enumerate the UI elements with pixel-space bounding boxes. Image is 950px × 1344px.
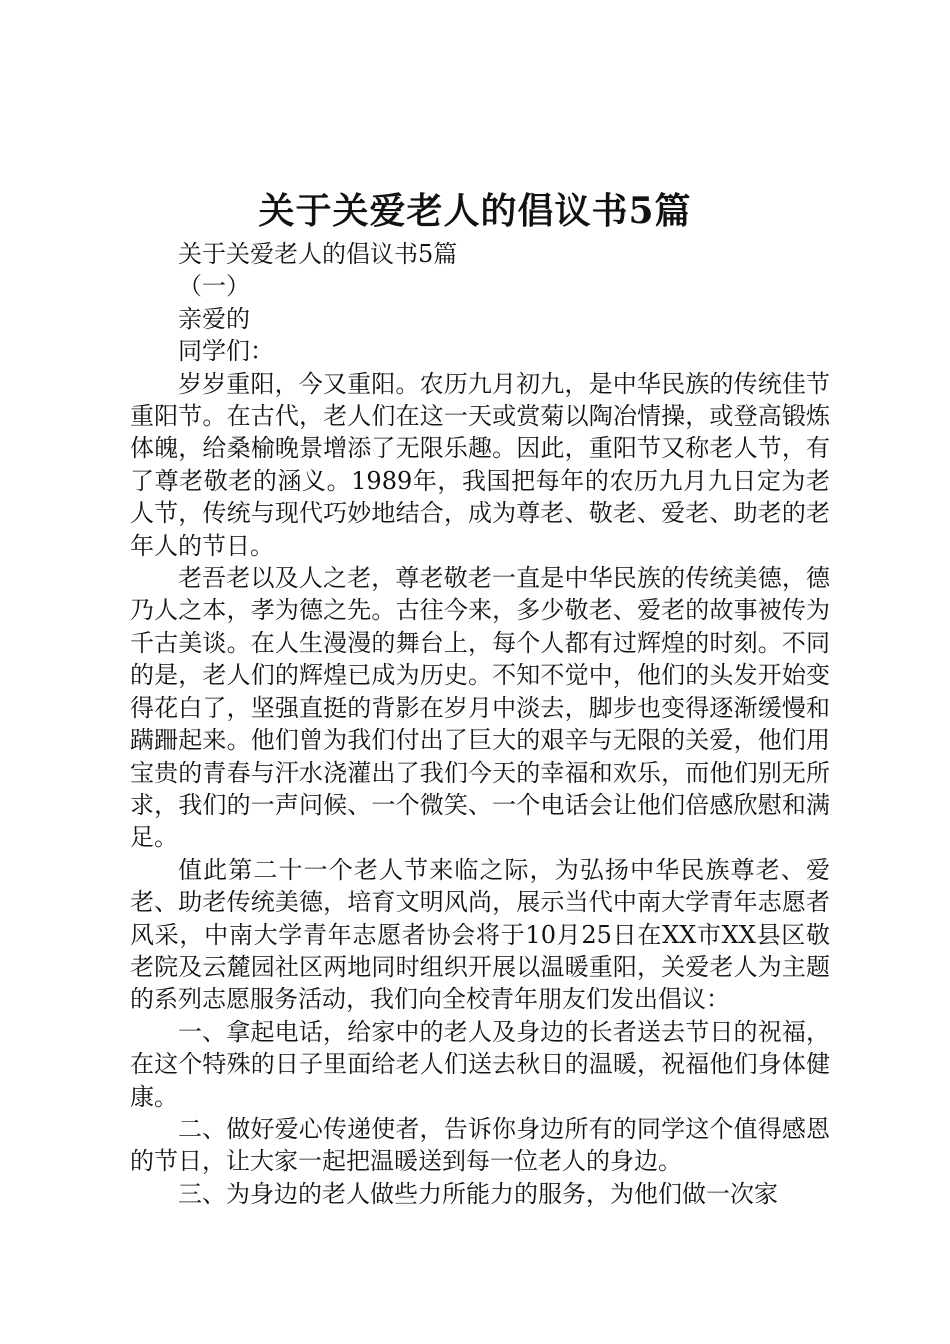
paragraph-2: 老吾老以及人之老，尊老敬老一直是中华民族的传统美德，德乃人之本，孝为德之先。古往今来，多少敬老、爱老的故事被传为千古美谈。在人生漫漫的舞台上，每个人都有过辉煌的时刻。不同的是，老人们的辉煌已成为历史。不知不觉中，他们的头发开始变得花白了，坚强直挺的背影在岁月中淡去，脚步也变得逐渐缓慢和蹒跚起来。他们曾为我们付出了巨大的艰辛与无限的关爱，他们用宝贵的青春与汗水浇灌出了我们今天的幸福和欢乐，而他们别无所求，我们的一声问候、一个微笑、一个电话会让他们倍感欣慰和满足。 xyxy=(130,564,830,852)
section-marker: （一） xyxy=(178,272,250,301)
document-title: 关于关爱老人的倡议书5篇 xyxy=(258,190,692,232)
document-subtitle: 关于关爱老人的倡议书5篇 xyxy=(178,240,458,268)
paragraph-4: 一、拿起电话，给家中的老人及身边的长者送去节日的祝福，在这个特殊的日子里面给老人们送去秋日的温暖，祝福他们身体健康。 xyxy=(130,1017,830,1111)
salutation-line-2: 同学们： xyxy=(178,337,274,366)
salutation-line-1: 亲爱的 xyxy=(178,304,250,333)
paragraph-5: 二、做好爱心传递使者，告诉你身边所有的同学这个值得感恩的节日，让大家一起把温暖送到每一位老人的身边。 xyxy=(130,1114,830,1176)
paragraph-6: 三、为身边的老人做些力所能力的服务，为他们做一次家 xyxy=(178,1179,778,1208)
paragraph-1: 岁岁重阳，今又重阳。农历九月初九，是中华民族的传统佳节重阳节。在古代，老人们在这一天或赏菊以陶冶情操，或登高锻炼体魄，给桑榆晚景增添了无限乐趣。因此，重阳节又称老人节，有了尊老敬老的涵义。1989年，我国把每年的农历九月九日定为老人节，传统与现代巧妙地结合，成为尊老、敬老、爱老、助老的老年人的节日。 xyxy=(130,369,830,560)
paragraph-3: 值此第二十一个老人节来临之际，为弘扬中华民族尊老、爱老、助老传统美德，培育文明风尚，展示当代中南大学青年志愿者风采，中南大学青年志愿者协会将于10月25日在XX市XX县区敬老院及云麓园社区两地同时组织开展以温暖重阳，关爱老人为主题的系列志愿服务活动，我们向全校青年朋友们发出倡议： xyxy=(130,855,830,1014)
document-body xyxy=(130,238,830,1210)
